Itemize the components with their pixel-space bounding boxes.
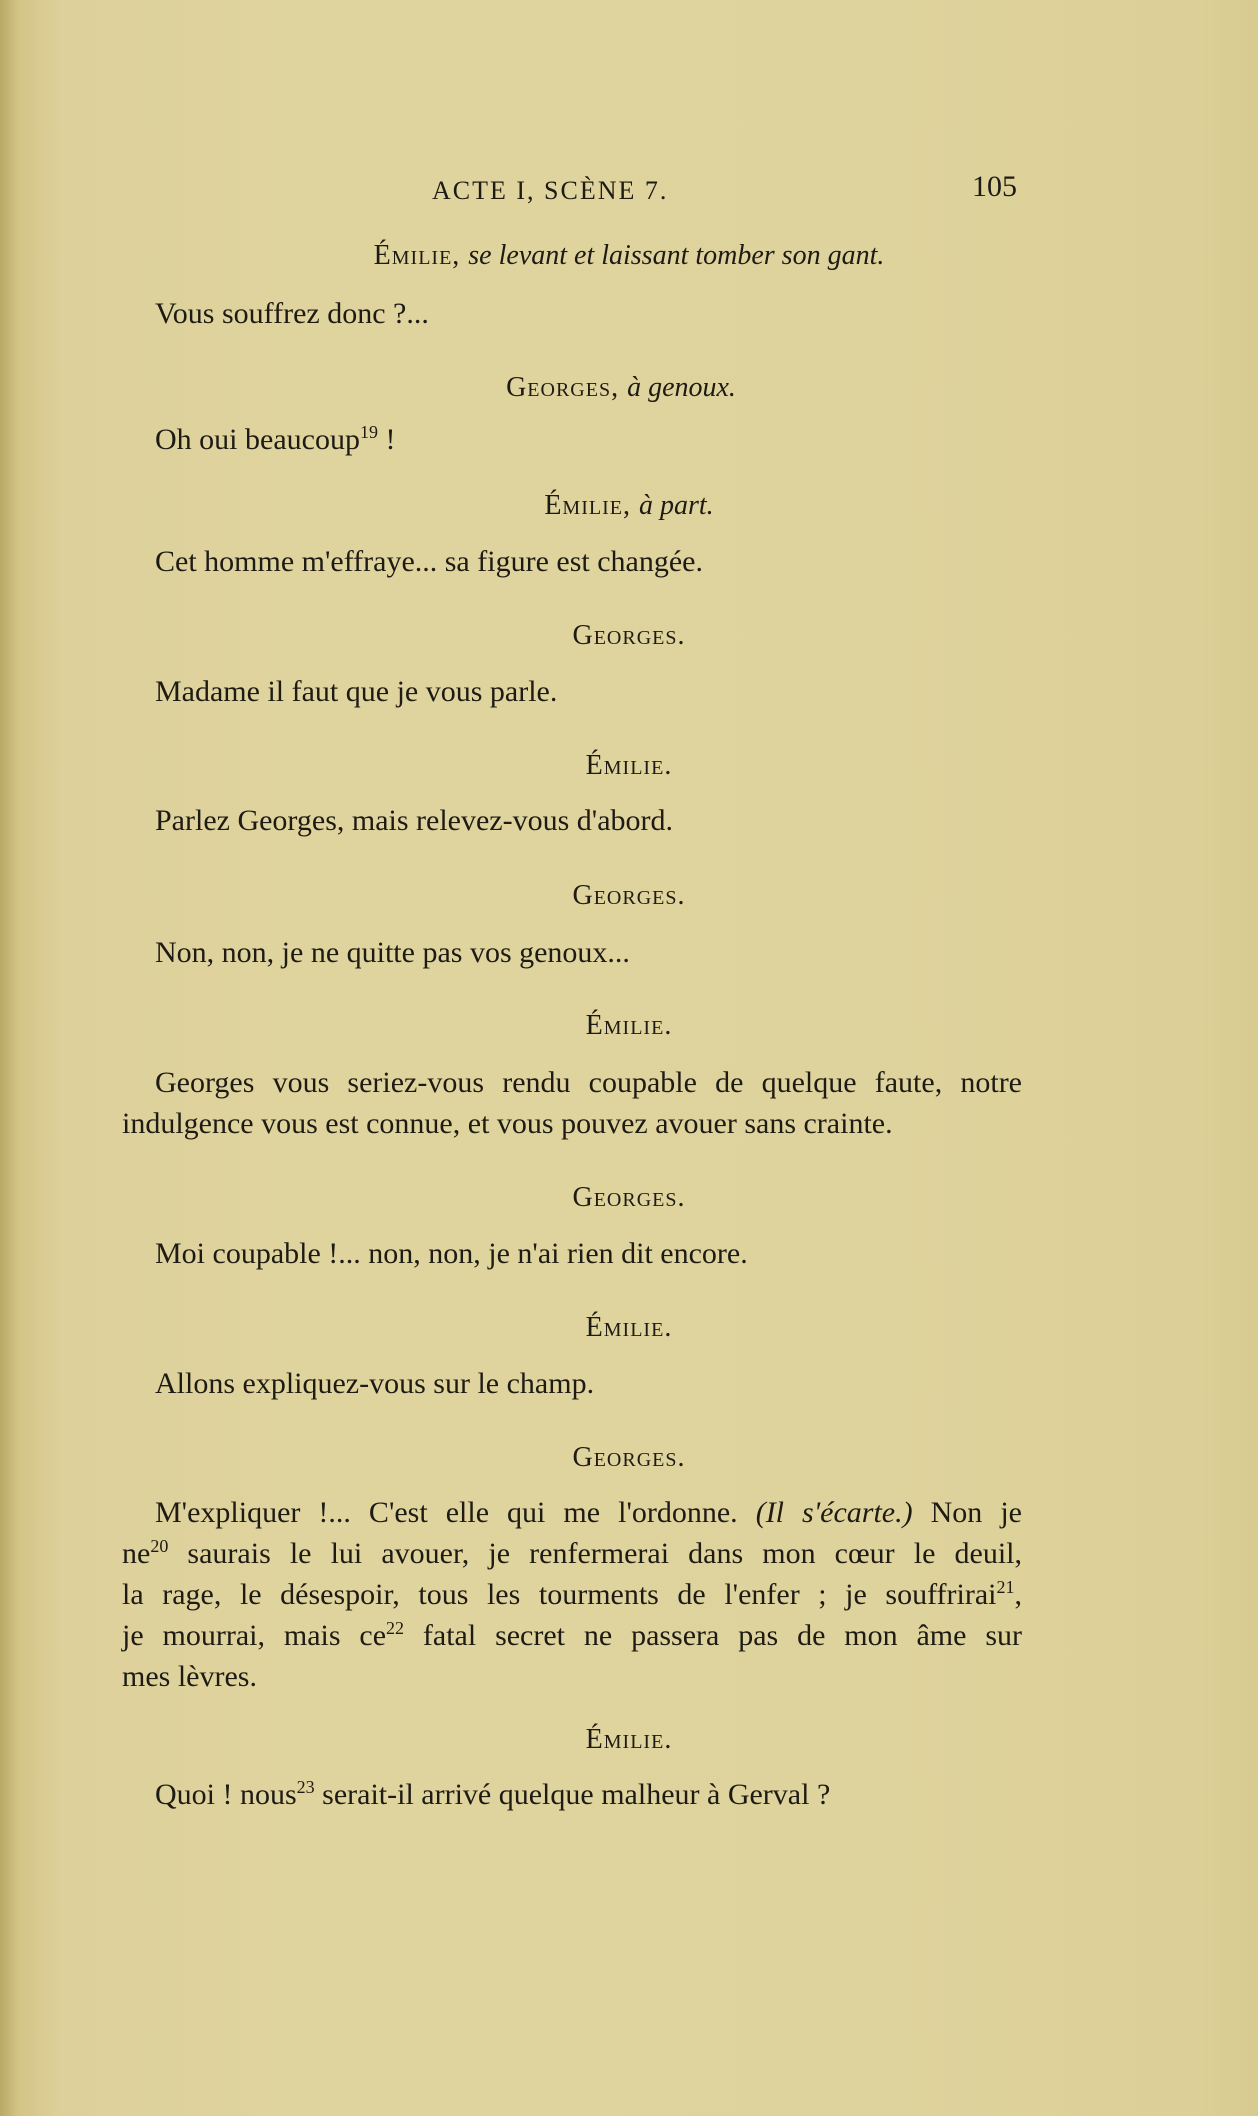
dialogue-line: la rage, le désespoir, tous les tourments de l'enfer ; je souffrirai$^{21}$, [122, 1577, 1022, 1611]
dialogue-line: Moi coupable !... non, non, je n'ai rien dit encore. [155, 1237, 748, 1270]
dialogue-line: Georges vous seriez-vous rendu coupable de quelque faute, notre [155, 1066, 1022, 1099]
dialogue-line: indulgence vous est connue, et vous pouvez avouer sans crainte. [122, 1107, 893, 1140]
page-header [0, 170, 1258, 210]
stage-direction: à part. [638, 490, 714, 521]
footnote-marker: 23 [296, 1777, 315, 1797]
dialogue-line: Quoi ! nous$^{23}$ serait-il arrivé quelque malheur à Gerval ? [155, 1777, 831, 1811]
dialogue-line: je mourrai, mais $ce^{22}$ fatal secret ne passera pas de mon âme sur [122, 1618, 1022, 1652]
speaker-heading: Émilie. [585, 1312, 673, 1343]
footnote-marker: 20 [150, 1536, 169, 1556]
dialogue-paragraph [122, 1062, 1022, 1144]
stage-direction: à genoux. [627, 372, 736, 403]
speaker-heading: Georges. [572, 1442, 686, 1473]
dialogue-line: Allons expliquez-vous sur le champ. [155, 1367, 595, 1400]
speaker-name: Émilie, [373, 240, 461, 271]
speaker-heading [0, 240, 1258, 272]
speaker-heading: Georges. [572, 880, 686, 911]
dialogue-line: Cet homme m'effraye... sa figure est changée. [155, 545, 703, 578]
dialogue-line: Vous souffrez donc ?... [155, 297, 429, 330]
speaker-heading [0, 372, 1250, 404]
dialogue-paragraph [122, 1492, 1022, 1697]
stage-direction: (Il s'écarte.) [755, 1496, 913, 1529]
speaker-heading: Émilie. [585, 1724, 673, 1755]
dialogue-line: Non, non, je ne quitte pas vos genoux... [155, 936, 630, 969]
stage-direction: se levant et laissant tomber son gant. [468, 240, 885, 271]
dialogue-line: mes lèvres. [122, 1660, 257, 1693]
dialogue-line: $ne^{20}$ saurais le lui avouer, je renfermerai dans mon cœur le deuil, [122, 1536, 1022, 1570]
dialogue-line: Parlez Georges, mais relevez-vous d'abord. [155, 804, 673, 837]
running-head: ACTE I, SCÈNE 7. [432, 176, 669, 205]
speaker-heading: Émilie. [585, 750, 673, 781]
page-number: 105 [972, 170, 1017, 203]
dialogue-line: Madame il faut que je vous parle. [155, 675, 558, 708]
speaker-heading: Georges. [572, 620, 686, 651]
dialogue-line: Oh oui beaucoup$^{19}$ ! [155, 422, 396, 456]
speaker-heading: Georges. [572, 1182, 686, 1213]
speaker-heading [0, 490, 1258, 522]
footnote-marker: 22 [386, 1618, 405, 1638]
speaker-heading: Émilie. [585, 1010, 673, 1041]
footnote-marker: 21 [996, 1577, 1015, 1597]
footnote-marker: 19 [359, 422, 378, 442]
speaker-name: Georges, [506, 372, 620, 403]
dialogue-line: M'expliquer !... C'est elle qui me l'ordonne. (Il s'écarte.) Non je [155, 1496, 1022, 1529]
speaker-name: Émilie, [544, 490, 631, 521]
